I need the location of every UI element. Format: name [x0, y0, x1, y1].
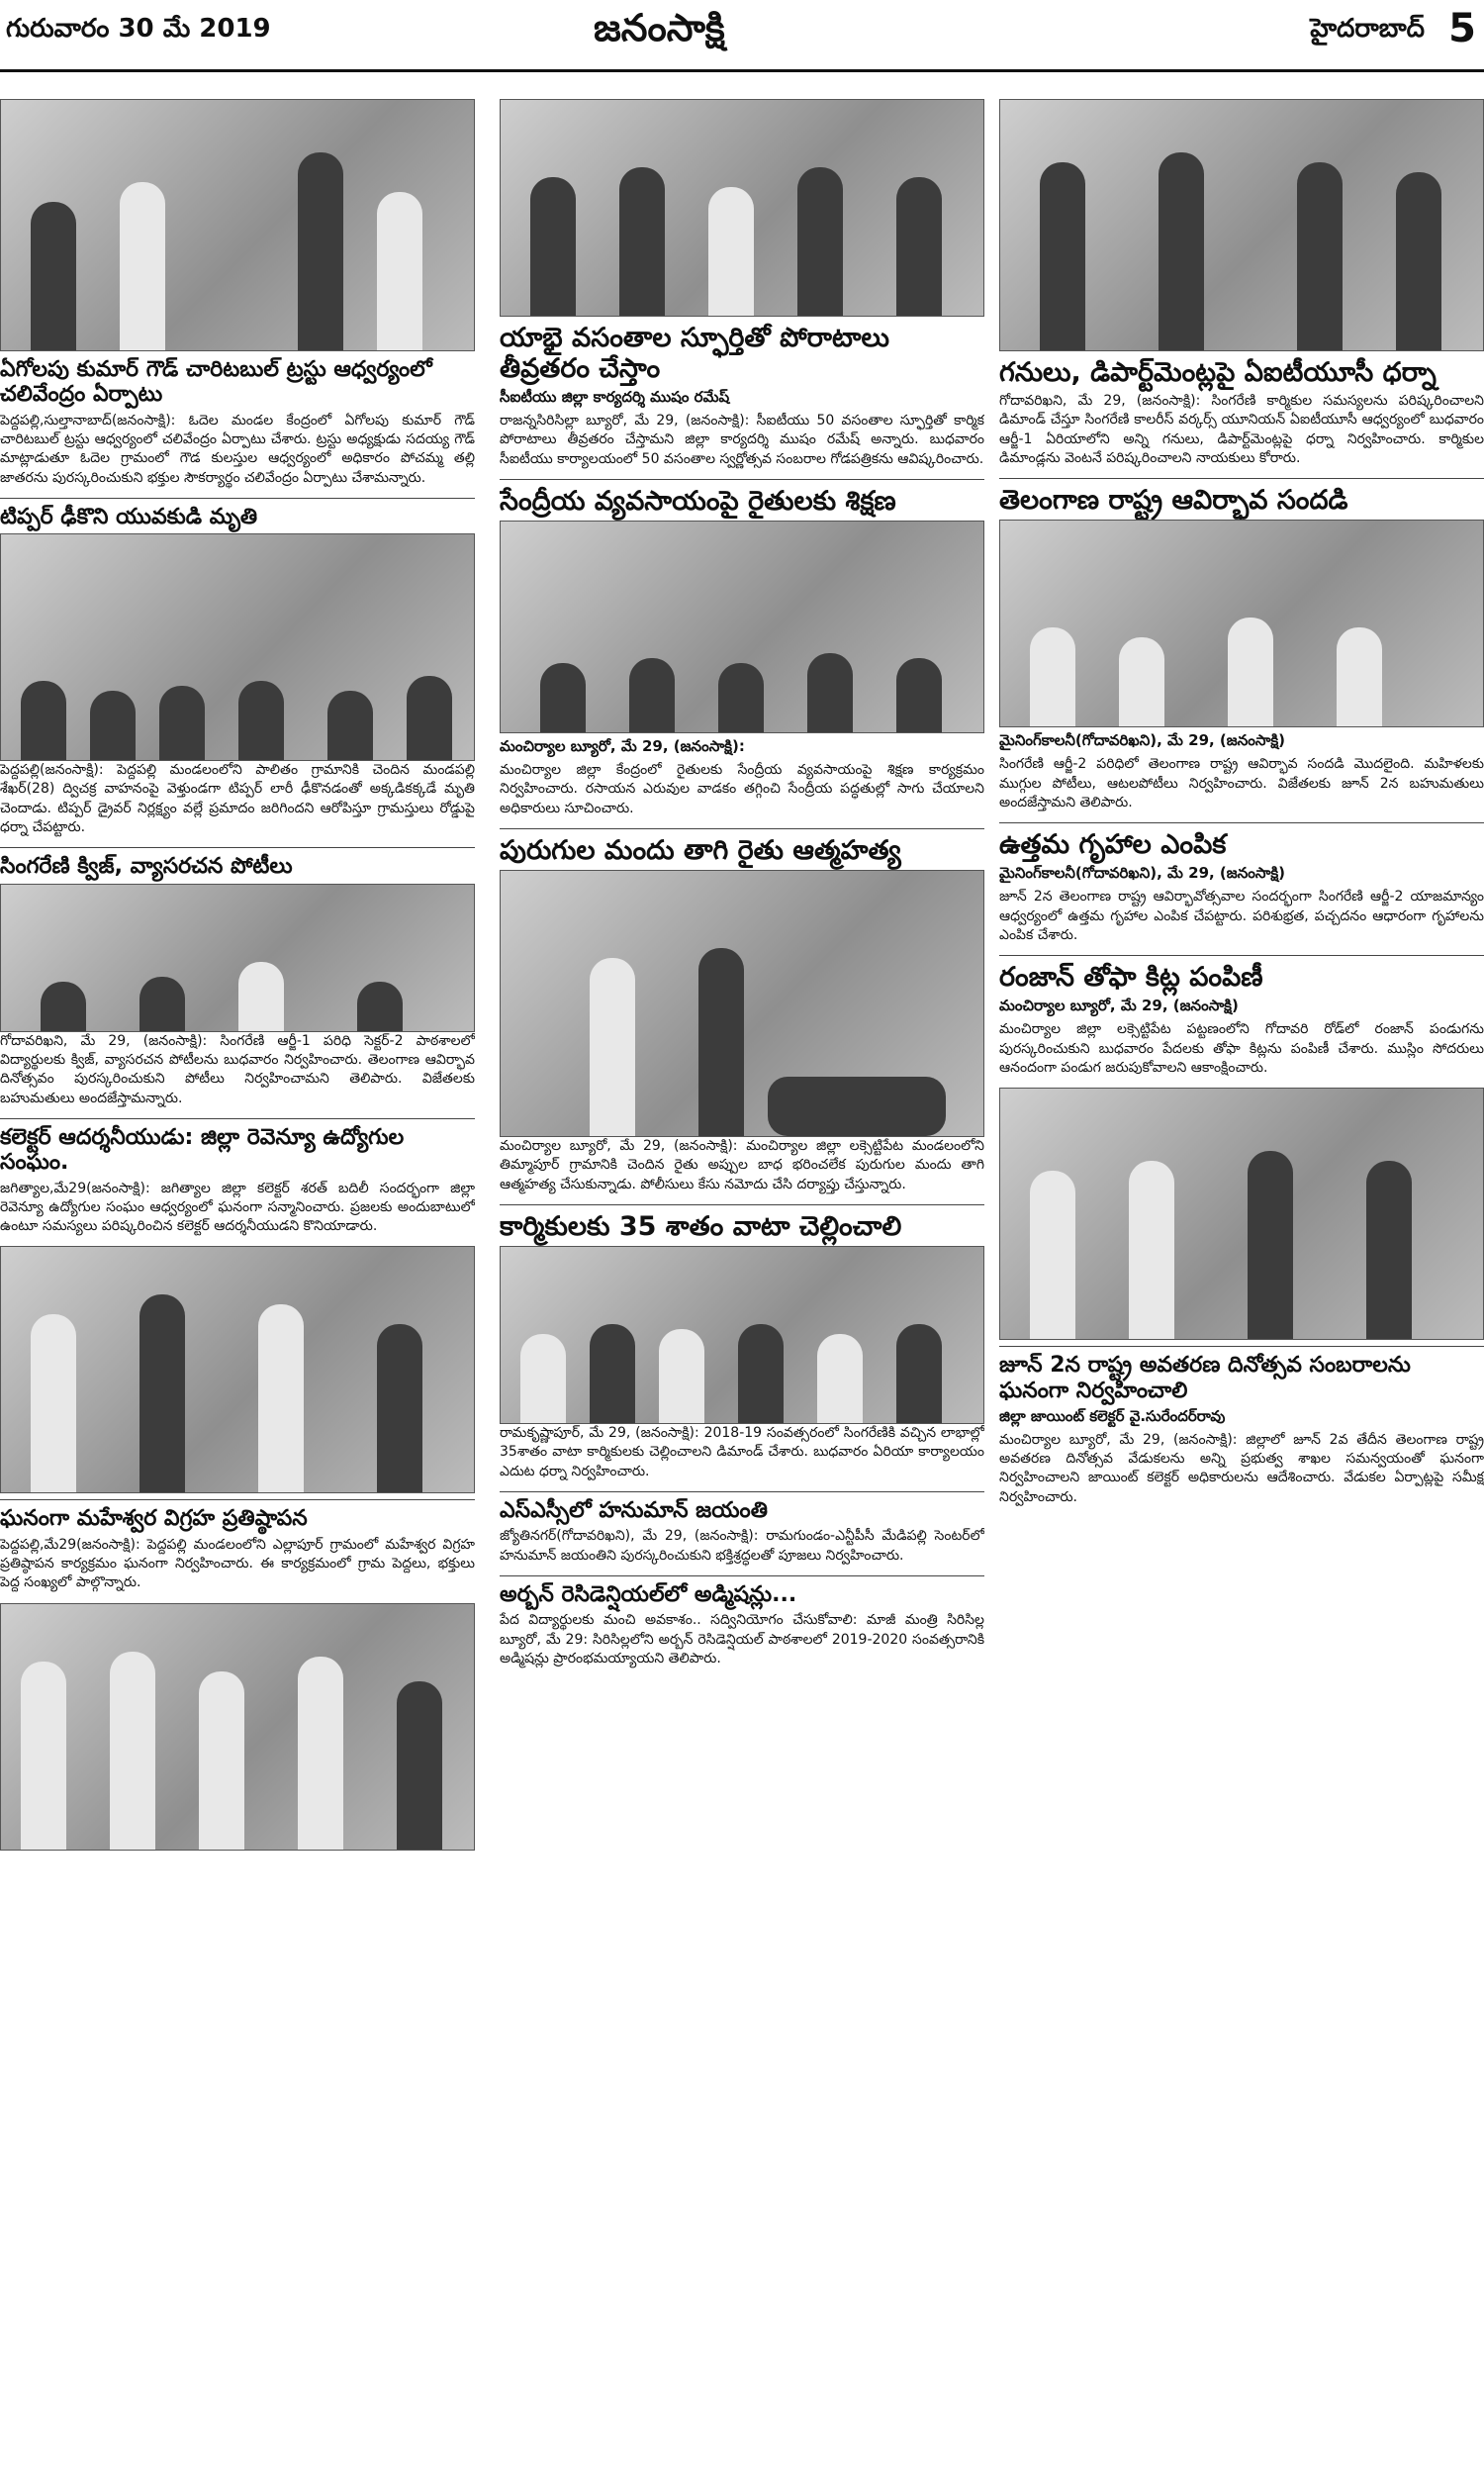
article-headline: టిప్పర్ ఢీకొని యువకుడి మృతి: [0, 504, 258, 529]
article-body: జ్యోతినగర్(గోదావరిఖని), మే 29, (జనంసాక్షి): రామగుండం-ఎన్టీపీసీ మేడిపల్లి సెంటర్‌లో హనుమాన్ జయంతిని పురస్కరించుకుని భక్తిశ్రద్ధలతో పూజలు నిర్వహించారు.: [500, 1528, 984, 1564]
article-photo: [999, 520, 1484, 727]
edition-city: హైదరాబాద్: [1310, 14, 1425, 44]
article-photo: [500, 99, 984, 317]
article-headline: ఎస్ఎస్సీలో హనుమాన్ జయంతి: [500, 1497, 768, 1523]
article-photo: [999, 1088, 1484, 1340]
article-photo: [0, 1246, 475, 1493]
column-3: [999, 99, 1484, 2464]
article-headline: జూన్ 2న రాష్ట్ర అవతరణ దినోత్సవ సంబరాలను ఘనంగా నిర్వహించాలి: [999, 1353, 1411, 1403]
issue-date: గురువారం 30 మే 2019: [6, 14, 271, 44]
article-headline: సేంద్రీయ వ్యవసాయంపై రైతులకు శిక్షణ: [500, 486, 896, 518]
article-headline: అర్బన్ రెసిడెన్షియల్‌లో అడ్మిషన్లు...: [500, 1581, 797, 1607]
article-photo: [0, 533, 475, 761]
article-body: గోదావరిఖని, మే 29, (జనంసాక్షి): సింగరేణి ఆర్జీ-1 పరిధి సెక్టర్-2 పాఠశాలలో విద్యార్థులకు క్విజ్, వ్యాసరచన పోటీలను బుధవారం నిర్వహించారు. తెలంగాణ ఆవిర్భావ దినోత్సవం పురస్కరించుకుని పోటీలు నిర్వహించామని తెలిపారు. విజేతలకు బహుమతులు అందజేస్తామన్నారు.: [0, 1032, 475, 1106]
article-headline: పురుగుల మందు తాగి రైతు ఆత్మహత్య: [500, 835, 901, 867]
article-headline: కలెక్టర్ ఆదర్శనీయుడు: జిల్లా రెవెన్యూ ఉద్యోగుల సంఘం.: [0, 1124, 405, 1176]
article-headline: సింగరేణి క్విజ్, వ్యాసరచన పోటీలు: [0, 854, 293, 880]
column-2: [500, 99, 984, 2464]
article-body: పేద విద్యార్థులకు మంచి అవకాశం.. సద్వినియోగం చేసుకోవాలి: మాజీ మంత్రి సిరిసిల్ల బ్యూరో, మే 29: సిరిసిల్లలోని అర్బన్ రెసిడెన్షియల్ పాఠశాలలో 2019-2020 సంవత్సరానికి అడ్మిషన్లు ప్రారంభమయ్యాయని తెలిపారు.: [500, 1612, 984, 1666]
article-body: పెద్దపల్లి,మే29(జనంసాక్షి): పెద్దపల్లి మండలంలోని ఎల్లాపూర్ గ్రామంలో మహేశ్వర విగ్రహ ప్రతిష్ఠాపన కార్యక్రమం ఘనంగా నిర్వహించారు. ఈ కార్యక్రమంలో గ్రామ పెద్దలు, భక్తులు పెద్ద సంఖ్యలో పాల్గొన్నారు.: [0, 1536, 475, 1591]
article-headline: కార్మికులకు 35 శాతం వాటా చెల్లించాలి: [500, 1211, 902, 1242]
article-photo: [0, 884, 475, 1032]
article-body: జూన్ 2న తెలంగాణ రాష్ట్ర ఆవిర్భావోత్సవాల సందర్భంగా సింగరేణి ఆర్జీ-2 యాజమాన్యం ఆధ్వర్యంలో ఉత్తమ గృహాల ఎంపిక చేపట్టారు. పరిశుభ్రత, పచ్చదనం ఆధారంగా గృహాలను ఎంపిక చేశారు.: [999, 889, 1484, 943]
article-body: గోదావరిఖని, మే 29, (జనంసాక్షి): సింగరేణి కార్మికుల సమస్యలను పరిష్కరించాలని డిమాండ్ చేస్తూ సింగరేణి కాలరీస్ వర్కర్స్ యూనియన్ ఏఐటీయూసీ ఆధ్వర్యంలో బుధవారం ఆర్జీ-1 ఏరియాలోని అన్ని గనులు, డిపార్ట్‌మెంట్లపై ధర్నా నిర్వహించారు. కార్మికుల డిమాండ్లను వెంటనే పరిష్కరించాలని నాయకులు కోరారు.: [999, 393, 1484, 466]
article-caption: మంచిర్యాల బ్యూరో, మే 29, (జనంసాక్షి): [999, 997, 1239, 1015]
article-caption: మైనింగ్‌కాలనీ(గోదావరిఖని), మే 29, (జనంసాక్షి): [999, 864, 1286, 883]
article-caption: మైనింగ్‌కాలనీ(గోదావరిఖని), మే 29, (జనంసాక్షి): [999, 731, 1286, 750]
article-body: మంచిర్యాల జిల్లా లక్సెట్టిపేట పట్టణంలోని గోదావరి రోడ్‌లో రంజాన్ పండుగను పురస్కరించుకుని బుధవారం పేదలకు తోఫా కిట్లను పంపిణీ చేశారు. ముస్లిం సోదరులు ఆనందంగా పండుగ జరుపుకోవాలని ఆకాంక్షించారు.: [999, 1021, 1484, 1076]
header-rule: [0, 69, 1484, 72]
article-headline: ఘనంగా మహేశ్వర విగ్రహ ప్రతిష్ఠాపన: [0, 1506, 308, 1532]
column-1: [0, 99, 475, 2464]
article-body: రాజన్నసిరిసిల్లా బ్యూరో, మే 29, (జనంసాక్షి): సీఐటీయు 50 వసంతాల స్ఫూర్తితో కార్మిక పోరాటాలు తీవ్రతరం చేస్తామని జిల్లా కార్యదర్శి ముషం రమేష్ అన్నారు. బుధవారం సీఐటీయు కార్యాలయంలో 50 వసంతాల స్వర్ణోత్సవ సంబరాల గోడపత్రికను ఆవిష్కరించారు.: [500, 413, 984, 467]
article-photo: [0, 1603, 475, 1851]
article-photo: [500, 1246, 984, 1424]
article-body: జగిత్యాల,మే29(జనంసాక్షి): జగిత్యాల జిల్లా కలెక్టర్ శరత్ బదిలీ సందర్భంగా జిల్లా రెవెన్యూ ఉద్యోగుల సంఘం ఆధ్వర్యంలో ఘనంగా సన్మానించారు. ప్రజలకు అందుబాటులో ఉంటూ సమస్యలు పరిష్కరించిన కలెక్టర్ ఆదర్శనీయుడని కొనియాడారు.: [0, 1180, 475, 1235]
article-caption: మంచిర్యాల బ్యూరో, మే 29, (జనంసాక్షి):: [500, 737, 745, 756]
article-subhead: సీఐటీయు జిల్లా కార్యదర్శి ముషం రమేష్: [500, 388, 730, 407]
article-body: పెద్దపల్లి(జనంసాక్షి): పెద్దపల్లి మండలంలోని పాలితం గ్రామానికి చెందిన మండపల్లి శేఖర్(28) ద్విచక్ర వాహనంపై వెళ్తుండగా టిప్పర్ లారీ ఢీకొనడంతో అక్కడికక్కడే మృతి చెందాడు. టిప్పర్ డ్రైవర్ నిర్లక్ష్యం వల్లే ప్రమాదం జరిగిందని ఆరోపిస్తూ గ్రామస్తులు రోడ్డుపై ధర్నా చేపట్టారు.: [0, 762, 475, 836]
article-headline: తెలంగాణ రాష్ట్ర ఆవిర్భావ సందడి: [999, 485, 1348, 517]
article-headline: ఏగోలపు కుమార్ గౌడ్ చారిటబుల్ ట్రస్టు ఆధ్వర్యంలో చలివేంద్రం ఏర్పాటు: [0, 357, 432, 408]
article-photo: [999, 99, 1484, 351]
article-headline: గనులు, డిపార్ట్‌మెంట్లపై ఏఐటీయూసీ ధర్నా: [999, 357, 1437, 388]
article-body: సింగరేణి ఆర్జీ-2 పరిధిలో తెలంగాణ రాష్ట్ర ఆవిర్భావ సందడి మొదలైంది. మహిళలకు ముగ్గుల పోటీలు, ఆటలపోటీలు నిర్వహించారు. విజేతలకు జూన్ 2న బహుమతులు అందజేస్తామని తెలిపారు.: [999, 756, 1484, 810]
article-headline: ఉత్తమ గృహాల ఎంపిక: [999, 829, 1227, 861]
article-photo: [0, 99, 475, 351]
page-header: [0, 0, 1484, 79]
article-body: రామకృష్ణాపూర్, మే 29, (జనంసాక్షి): 2018-19 సంవత్సరంలో సింగరేణికి వచ్చిన లాభాల్లో 35శాతం వాటా కార్మికులకు చెల్లించాలని డిమాండ్ చేశారు. బుధవారం ఏరియా కార్యాలయం ఎదుట ధర్నా నిర్వహించారు.: [500, 1425, 984, 1479]
article-subhead: జిల్లా జాయింట్ కలెక్టర్ వై.సురేందర్‌రావు: [999, 1406, 1226, 1425]
article-headline: యాభై వసంతాల స్ఫూర్తితో పోరాటాలు తీవ్రతరం చేస్తాం: [500, 323, 889, 385]
masthead-logo: జనంసాక్షి: [594, 6, 725, 49]
article-body: మంచిర్యాల జిల్లా కేంద్రంలో రైతులకు సేంద్రీయ వ్యవసాయంపై శిక్షణ కార్యక్రమం నిర్వహించారు. రసాయన ఎరువుల వాడకం తగ్గించి సేంద్రీయ పద్ధతుల్లో సాగు చేయాలని అధికారులు సూచించారు.: [500, 762, 984, 816]
article-headline: రంజాన్ తోఫా కిట్ల పంపిణీ: [999, 962, 1263, 994]
page-number: 5: [1448, 6, 1476, 51]
article-photo: [500, 521, 984, 733]
article-body: పెద్దపల్లి,సుల్తానాబాద్(జనంసాక్షి): ఓదెల మండల కేంద్రంలో ఏగోలపు కుమార్ గౌడ్ చారిటబుల్ ట్రస్టు ఆధ్వర్యంలో చలివేంద్రం ఏర్పాటు చేశారు. ట్రస్టు అధ్యక్షుడు సదయ్య గౌడ్ మాట్లాడుతూ ఓదెల గ్రామంలో గౌడ కులస్తుల ఆధ్వర్యంలో అధికారం పోచమ్మ తల్లి జాతరను పురస్కరించుకుని భక్తుల సౌకర్యార్థం చలివేంద్రం ఏర్పాటు చేశామన్నారు.: [0, 412, 475, 486]
article-body: మంచిర్యాల బ్యూరో, మే 29, (జనంసాక్షి): జిల్లాలో జూన్ 2వ తేదీన తెలంగాణ రాష్ట్ర అవతరణ దినోత్సవ వేడుకలను అన్ని ప్రభుత్వ శాఖల సమన్వయంతో ఘనంగా నిర్వహించాలని జాయింట్ కలెక్టర్ అధికారులను ఆదేశించారు. వేడుకల ఏర్పాట్లపై సమీక్ష నిర్వహించారు.: [999, 1431, 1484, 1505]
article-photo: [500, 870, 984, 1137]
article-body: మంచిర్యాల బ్యూరో, మే 29, (జనంసాక్షి): మంచిర్యాల జిల్లా లక్సెట్టిపేట మండలంలోని తిమ్మాపూర్ గ్రామానికి చెందిన రైతు అప్పుల బాధ భరించలేక పురుగుల మందు తాగి ఆత్మహత్య చేసుకున్నాడు. పోలీసులు కేసు నమోదు చేసి దర్యాప్తు చేస్తున్నారు.: [500, 1138, 984, 1192]
